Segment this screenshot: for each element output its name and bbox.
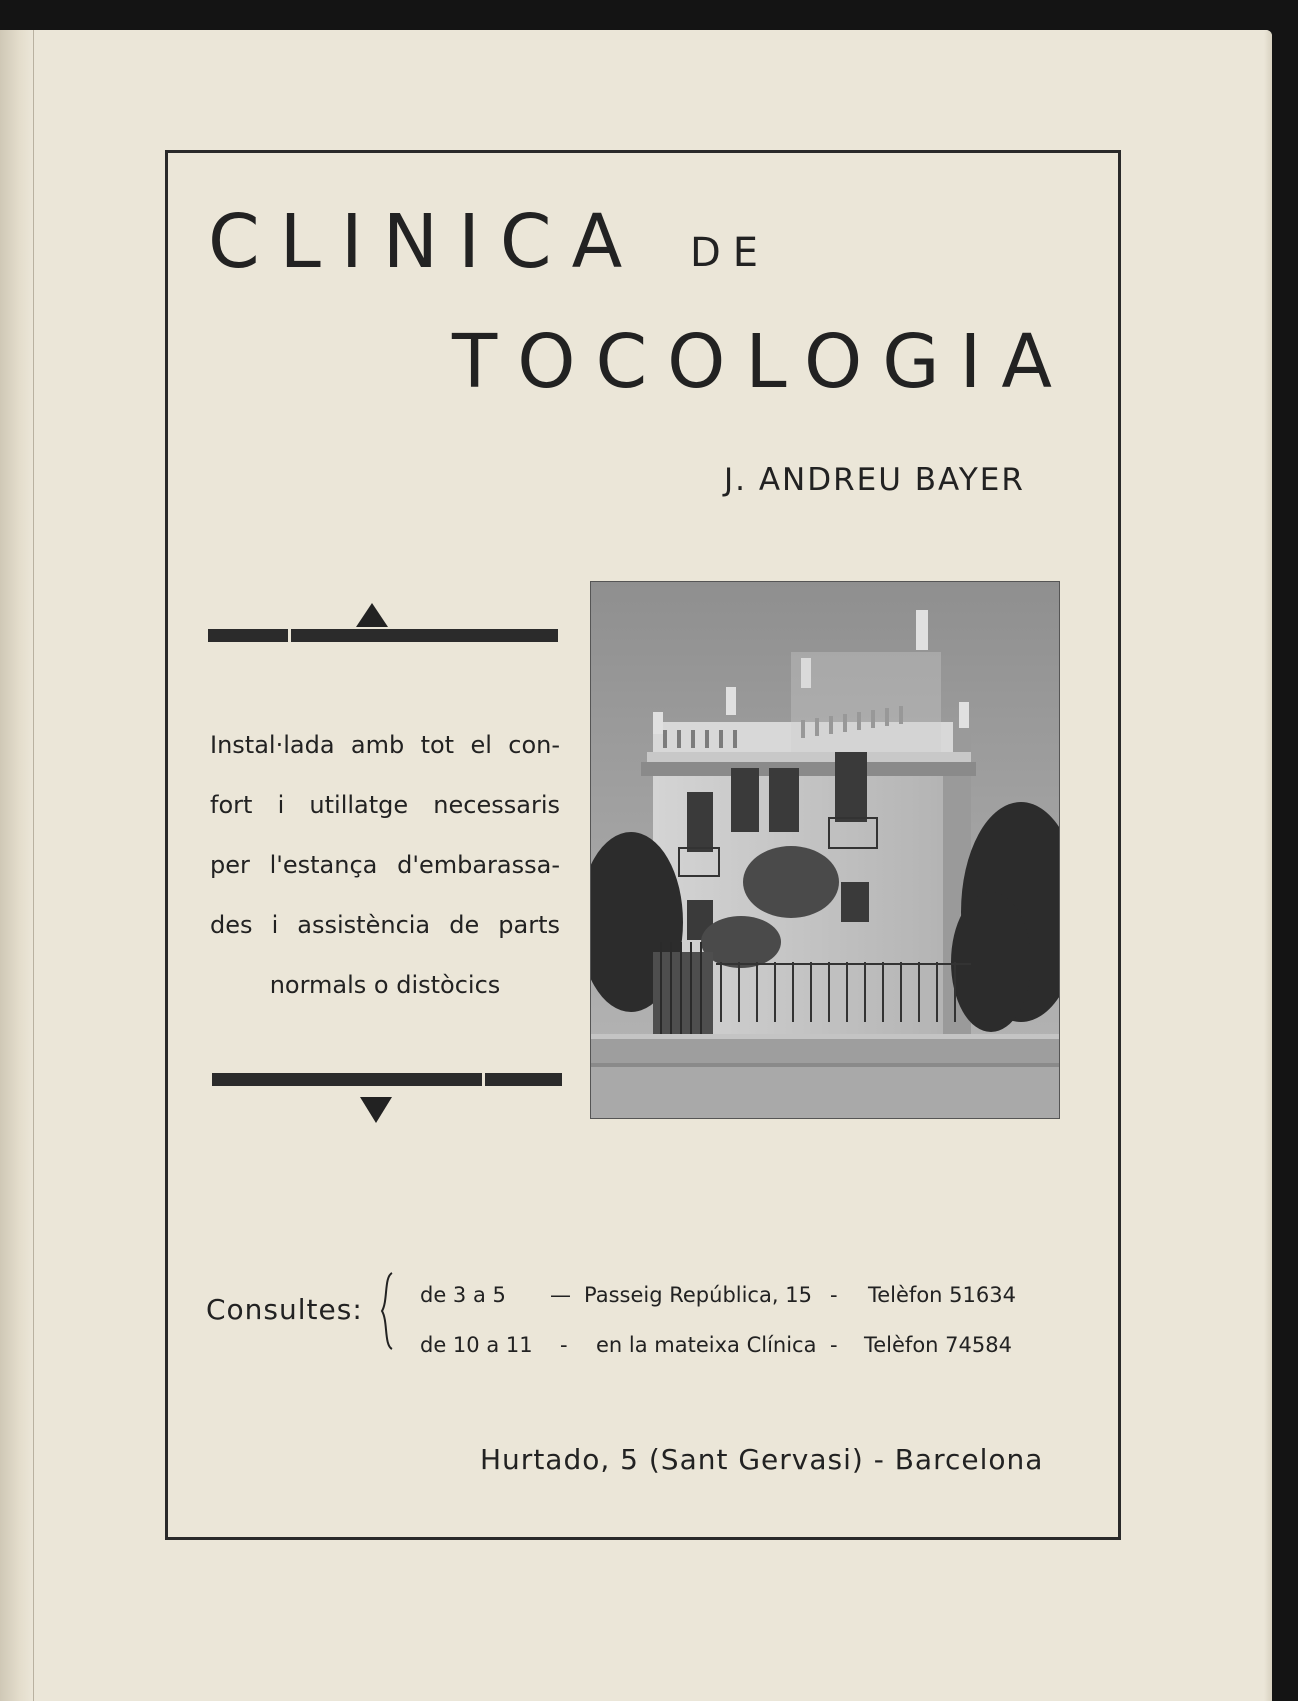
description [210,715,560,1015]
consulta-row [420,1333,1120,1363]
brace-icon [378,1271,398,1351]
consulta-hours: de 3 a 5 [420,1283,506,1307]
consulta-separator: — [550,1283,571,1307]
title-tocologia: TOCOLOGIA [452,319,1072,405]
consulta-phone: Telèfon 51634 [868,1283,1016,1307]
decorative-bar-bottom [212,1073,562,1086]
consulta-separator: - [830,1283,838,1307]
description-line: normals o distòcics [269,971,501,999]
consultes-label: Consultes: [206,1293,363,1326]
consulta-row [420,1283,1120,1313]
page-spine [0,30,34,1701]
consulta-separator: - [560,1333,568,1357]
magazine-page [0,30,1272,1701]
clinic-photo [590,581,1060,1119]
consulta-place: Passeig República, 15 [584,1283,812,1307]
decorative-bar-top [208,629,558,642]
consulta-phone: Telèfon 74584 [864,1333,1012,1357]
description-line: des i assistència de parts [210,911,560,939]
consulta-place: en la mateixa Clínica [596,1333,817,1357]
description-line: Instal·lada amb tot el con- [210,731,560,759]
consulta-separator: - [830,1333,838,1357]
title-clinica: CLINICA [208,199,643,285]
description-line: fort i utillatge necessaris [210,791,560,819]
arrow-down-icon [360,1097,392,1123]
director-name: J. ANDREU BAYER [724,462,1025,498]
advertisement-frame [165,150,1121,1540]
arrow-up-icon [356,603,388,627]
page-edge [1264,30,1272,1701]
description-line: per l'estança d'embarassa- [210,851,560,879]
title-de: DE [690,230,771,276]
consulta-hours: de 10 a 11 [420,1333,533,1357]
clinic-address: Hurtado, 5 (Sant Gervasi) - Barcelona [480,1443,1044,1476]
